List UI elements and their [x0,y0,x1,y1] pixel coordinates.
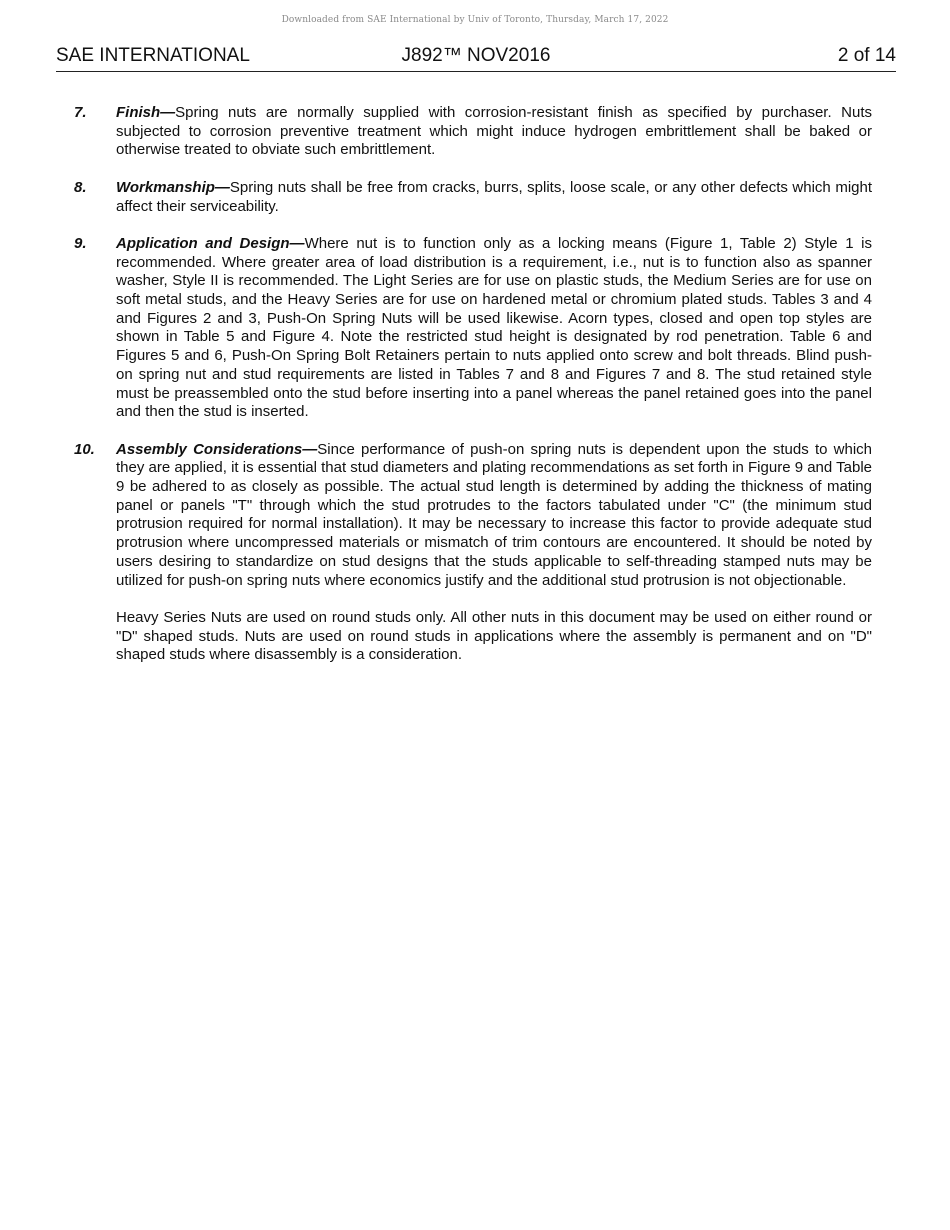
section-paragraph [116,235,872,422]
download-watermark: Downloaded from SAE International by Univ of Toronto, Thursday, March 17, 2022 [281,15,669,25]
section-paragraph [116,441,872,591]
publisher-name: SAE INTERNATIONAL [56,45,250,66]
page-number: 2 of 14 [837,45,896,66]
section-text: Where nut is to function only as a locking means (Figure 1, Table 2) Style 1 is recommended. Where greater area of load distribution is a requirement, i.e., nut is to function also as spanner washer, Style II is recommended. The Light Series are for use on plastic studs, the Medium Series are for use on soft metal studs, and the Heavy Series are for use on hardened metal or chromium plated studs. Tables 3 and 4 and Figures 2 and 3, Push-On Spring Nuts will be used likewise. Acorn types, closed and open top styles are shown in Table 5 and Figure 4. Note the restricted stud height is designated by rod penetration. Table 6 and Figures 5 and 6, Push-On Spring Bolt Retainers pertain to nuts applied onto screw and bolt threads. Blind push-on spring nut and stud requirements are listed in Tables 7 and 8 and Figures 7 and 8. The stud retained style must be preassembled onto the stud before inserting into a panel whereas the panel retained goes into the panel and then the stud is inserted. [116,234,872,421]
running-header [56,45,896,72]
section-text: Since performance of push-on spring nuts is dependent upon the studs to which they are applied, it is essential that stud diameters and plating recommendations as set forth in Figure 9 and Table 9 be adhered to as closely as possible. The actual stud length is determined by adding the thickness of mating panel or panels "T" through which the stud protrudes to the factors tabulated under "C" (the minimum stud protrusion required for normal installation). It may be necessary to increase this factor to provide adequate stud protrusion where uncompressed materials or mismatch of trim contours are encountered. It should be noted by users desiring to standardize on stud designs that the studs applicable to self-threading stamped nuts may be utilized for push-on spring nuts where economics justify and the additional stud protrusion is not objectionable. [116,440,873,589]
section-text: Spring nuts shall be free from cracks, burrs, splits, loose scale, or any other defects which might affect their serviceability. [116,178,872,215]
section-workmanship [74,179,872,216]
document-body [74,104,872,684]
section-extra-paragraph: Heavy Series Nuts are used on round studs only. All other nuts in this document may be used on either round or "D" shaped studs. Nuts are used on round studs in applications where the assembly is permanent and on "D" shaped studs where disassembly is a consideration. [116,608,872,664]
section-number: 8. [74,178,87,196]
section-number: 10. [74,440,95,458]
document-id: J892™ NOV2016 [401,45,551,66]
section-title: Finish— [116,104,176,121]
section-number: 9. [74,234,87,252]
section-text: Spring nuts are normally supplied with corrosion-resistant finish as specified by purchaser. Nuts subjected to corrosion preventive treatment which might induce hydrogen embrittlement shall be baked or otherwise treated to obviate such embrittlement. [116,104,872,159]
section-title: Assembly Considerations— [116,440,318,458]
section-number: 7. [74,104,87,121]
section-title: Workmanship— [116,178,230,196]
section-application-design [74,235,872,422]
section-title: Application and Design— [116,234,305,252]
section-assembly-considerations [74,441,872,665]
section-paragraph [116,104,872,160]
section-finish [74,104,872,160]
section-paragraph [116,179,872,216]
